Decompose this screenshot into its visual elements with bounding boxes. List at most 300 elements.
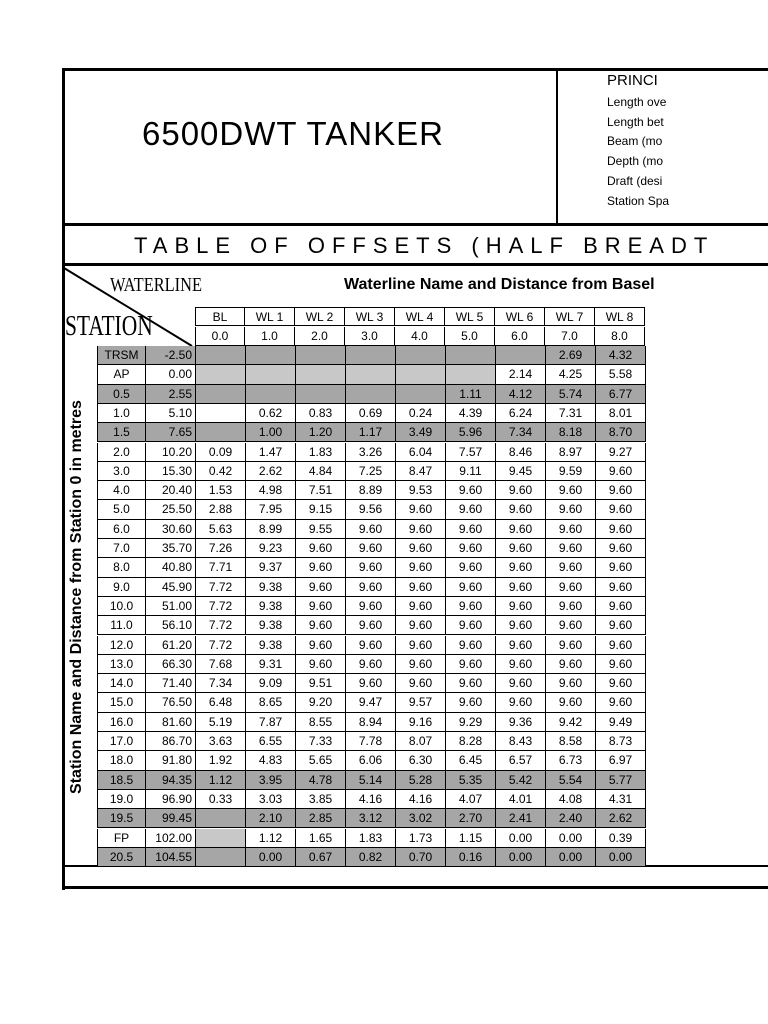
offset-cell [346, 346, 396, 365]
offset-cell: 9.60 [496, 655, 546, 674]
offset-cell: 9.60 [496, 616, 546, 635]
offset-cell: 5.63 [196, 520, 246, 539]
wl-height: 0.0 [195, 327, 245, 346]
offset-cell: 9.60 [496, 481, 546, 500]
offset-cell: 7.71 [196, 558, 246, 577]
offset-cell: 9.60 [446, 674, 496, 693]
station-name-cell: 1.5 [97, 423, 146, 442]
particular-item: Beam (mo [607, 134, 663, 148]
offset-cell: 6.24 [496, 404, 546, 423]
station-distance-cell: 56.10 [146, 616, 196, 635]
offset-cell: 1.73 [396, 829, 446, 848]
station-distance-cell: 2.55 [146, 385, 196, 404]
offset-cell: 8.58 [546, 732, 596, 751]
station-name-cell: 9.0 [97, 578, 146, 597]
table-row [97, 732, 646, 751]
offset-cell: 9.09 [246, 674, 296, 693]
offset-cell: 9.60 [446, 616, 496, 635]
offset-cell: 9.60 [596, 636, 646, 655]
offset-cell: 4.12 [496, 385, 546, 404]
offset-cell: 9.60 [546, 500, 596, 519]
offset-cell: 1.47 [246, 443, 296, 462]
offset-cell: 9.60 [346, 636, 396, 655]
offset-cell: 9.60 [396, 539, 446, 558]
offset-cell: 4.25 [546, 365, 596, 384]
particular-item: Depth (mo [607, 154, 664, 168]
offset-cell: 9.60 [346, 616, 396, 635]
offset-cell: 9.60 [396, 655, 446, 674]
offset-cell: 9.60 [596, 597, 646, 616]
offset-cell [396, 365, 446, 384]
table-row [97, 481, 646, 500]
offset-cell: 7.72 [196, 636, 246, 655]
wl-name: WL 8 [595, 307, 645, 326]
offset-cell: 3.03 [246, 790, 296, 809]
station-name-cell: 5.0 [97, 500, 146, 519]
offset-cell: 1.53 [196, 481, 246, 500]
offset-cell: 2.70 [446, 809, 496, 828]
offset-cell: 8.99 [246, 520, 296, 539]
offset-cell: 0.00 [596, 848, 646, 867]
offset-cell: 9.60 [546, 558, 596, 577]
offset-cell: 0.00 [546, 829, 596, 848]
wl-height: 2.0 [295, 327, 345, 346]
offset-cell: 9.47 [346, 693, 396, 712]
table-row [97, 809, 646, 828]
offset-cell: 9.60 [396, 636, 446, 655]
table-row [97, 751, 646, 770]
table-row [97, 616, 646, 635]
offset-cell: 5.35 [446, 771, 496, 790]
offset-cell: 9.60 [546, 674, 596, 693]
offset-cell [296, 385, 346, 404]
offset-cell: 5.14 [346, 771, 396, 790]
station-name-cell: 18.5 [97, 771, 146, 790]
offset-cell [196, 385, 246, 404]
offset-cell: 9.60 [596, 578, 646, 597]
offset-cell: 9.60 [496, 674, 546, 693]
offset-cell: 3.49 [396, 423, 446, 442]
station-distance-cell: 0.00 [146, 365, 196, 384]
offset-cell: 9.60 [596, 655, 646, 674]
offset-cell: 9.60 [546, 636, 596, 655]
offset-cell: 9.38 [246, 578, 296, 597]
offset-cell: 0.16 [446, 848, 496, 867]
table-row [97, 829, 646, 848]
offset-cell: 9.60 [596, 520, 646, 539]
offset-cell: 7.72 [196, 597, 246, 616]
offset-cell: 9.60 [346, 578, 396, 597]
wl-name: WL 3 [345, 307, 395, 326]
station-distance-cell: 99.45 [146, 809, 196, 828]
offset-cell: 7.51 [296, 481, 346, 500]
offset-cell: 9.60 [296, 578, 346, 597]
offset-cell: 2.41 [496, 809, 546, 828]
offset-cell: 9.60 [496, 500, 546, 519]
table-row [97, 520, 646, 539]
frame-top [62, 68, 768, 71]
station-name-cell: 4.0 [97, 481, 146, 500]
offset-cell: 5.65 [296, 751, 346, 770]
table-row [97, 423, 646, 442]
offset-cell: 0.09 [196, 443, 246, 462]
offset-cell: 3.63 [196, 732, 246, 751]
offset-cell: 9.38 [246, 597, 296, 616]
station-axis-label: Station Name and Distance from Station 0 in metres [68, 400, 85, 794]
station-name-cell: 12.0 [97, 636, 146, 655]
offset-cell: 4.83 [246, 751, 296, 770]
station-distance-cell: 61.20 [146, 636, 196, 655]
table-row [97, 462, 646, 481]
offset-cell: 8.89 [346, 481, 396, 500]
station-name-cell: 10.0 [97, 597, 146, 616]
offset-cell: 5.54 [546, 771, 596, 790]
station-distance-cell: 51.00 [146, 597, 196, 616]
offset-cell [296, 365, 346, 384]
table-row [97, 693, 646, 712]
table-row [97, 848, 646, 867]
table-row [97, 539, 646, 558]
offset-cell [196, 365, 246, 384]
offset-cell: 9.11 [446, 462, 496, 481]
offset-cell: 6.30 [396, 751, 446, 770]
table-row [97, 385, 646, 404]
wl-height: 3.0 [345, 327, 395, 346]
waterline-caption: Waterline Name and Distance from Basel [344, 276, 655, 293]
offset-cell: 9.60 [596, 481, 646, 500]
offset-cell: 9.60 [496, 597, 546, 616]
offset-cell: 9.60 [396, 597, 446, 616]
offset-cell: 9.60 [496, 539, 546, 558]
station-name-cell: 7.0 [97, 539, 146, 558]
particular-item: Draft (desi [607, 174, 663, 188]
offset-cell [196, 346, 246, 365]
offset-cell: 0.70 [396, 848, 446, 867]
offset-cell: 6.48 [196, 693, 246, 712]
header-divider [62, 223, 768, 226]
station-name-cell: TRSM [97, 346, 146, 365]
station-name-cell: 6.0 [97, 520, 146, 539]
offset-cell: 9.60 [296, 655, 346, 674]
offset-cell: 9.60 [446, 520, 496, 539]
offset-cell: 1.65 [296, 829, 346, 848]
offset-cell: 1.11 [446, 385, 496, 404]
offset-cell: 4.16 [346, 790, 396, 809]
offset-cell: 6.04 [396, 443, 446, 462]
particular-item: Station Spa [607, 194, 670, 208]
offset-cell: 7.34 [196, 674, 246, 693]
particulars-divider [556, 68, 558, 225]
offset-cell: 4.16 [396, 790, 446, 809]
offset-cell: 9.37 [246, 558, 296, 577]
offset-cell: 9.60 [446, 597, 496, 616]
offset-cell: 9.60 [496, 636, 546, 655]
offset-cell [396, 346, 446, 365]
offset-cell: 4.84 [296, 462, 346, 481]
offset-cell: 9.60 [596, 539, 646, 558]
table-row [97, 790, 646, 809]
offset-cell: 2.88 [196, 500, 246, 519]
offset-cell: 9.60 [446, 558, 496, 577]
offset-cell: 9.60 [346, 539, 396, 558]
offset-cell: 9.60 [596, 674, 646, 693]
offset-cell: 4.31 [596, 790, 646, 809]
offset-cell: 8.01 [596, 404, 646, 423]
offset-cell: 9.60 [446, 693, 496, 712]
offset-cell: 9.60 [496, 578, 546, 597]
offset-cell: 9.36 [496, 713, 546, 732]
offset-cell: 1.83 [346, 829, 396, 848]
offset-cell: 9.60 [596, 616, 646, 635]
table-row [97, 713, 646, 732]
offset-cell: 9.60 [296, 616, 346, 635]
offset-cell: 9.60 [546, 616, 596, 635]
offset-cell [196, 423, 246, 442]
offset-cell: 6.73 [546, 751, 596, 770]
offset-cell: 8.65 [246, 693, 296, 712]
offset-cell: 3.85 [296, 790, 346, 809]
offset-cell: 9.60 [446, 636, 496, 655]
offset-cell: 8.94 [346, 713, 396, 732]
station-name-cell: 11.0 [97, 616, 146, 635]
offset-cell: 8.18 [546, 423, 596, 442]
offset-cell: 3.26 [346, 443, 396, 462]
offset-cell: 9.57 [396, 693, 446, 712]
station-distance-cell: 94.35 [146, 771, 196, 790]
offset-cell: 8.47 [396, 462, 446, 481]
offset-cell: 1.12 [196, 771, 246, 790]
offset-cell: 0.24 [396, 404, 446, 423]
offset-cell: 9.60 [446, 539, 496, 558]
offset-cell: 8.97 [546, 443, 596, 462]
station-distance-cell: 30.60 [146, 520, 196, 539]
offset-cell: 1.00 [246, 423, 296, 442]
station-name-cell: AP [97, 365, 146, 384]
offset-cell [196, 809, 246, 828]
table-row [97, 674, 646, 693]
offset-cell: 5.96 [446, 423, 496, 442]
offset-cell [196, 848, 246, 867]
offsets-sheet [62, 68, 768, 890]
offset-cell: 6.06 [346, 751, 396, 770]
offset-cell: 7.87 [246, 713, 296, 732]
wl-name: WL 5 [445, 307, 495, 326]
offset-cell: 9.16 [396, 713, 446, 732]
station-name-cell: 1.0 [97, 404, 146, 423]
offset-cell: 7.26 [196, 539, 246, 558]
offset-cell: 9.60 [396, 500, 446, 519]
offset-cell: 0.39 [596, 829, 646, 848]
offset-cell: 9.60 [396, 520, 446, 539]
offset-cell: 7.72 [196, 578, 246, 597]
offset-cell: 9.60 [396, 578, 446, 597]
station-name-cell: 17.0 [97, 732, 146, 751]
offset-cell: 9.38 [246, 616, 296, 635]
station-distance-cell: 104.55 [146, 848, 196, 867]
offset-cell: 4.98 [246, 481, 296, 500]
offset-cell: 9.60 [546, 597, 596, 616]
offset-cell [346, 385, 396, 404]
offset-cell: 2.10 [246, 809, 296, 828]
offset-cell: 9.60 [546, 481, 596, 500]
offset-cell: 0.83 [296, 404, 346, 423]
offset-cell: 9.60 [346, 520, 396, 539]
offset-cell: 7.57 [446, 443, 496, 462]
offset-cell: 0.00 [246, 848, 296, 867]
offset-cell: 2.85 [296, 809, 346, 828]
station-name-cell: 14.0 [97, 674, 146, 693]
offset-cell [346, 365, 396, 384]
offset-cell: 5.77 [596, 771, 646, 790]
station-distance-cell: 20.40 [146, 481, 196, 500]
offset-cell: 9.60 [596, 462, 646, 481]
station-name-cell: 18.0 [97, 751, 146, 770]
wl-name: WL 1 [245, 307, 295, 326]
offset-cell: 0.42 [196, 462, 246, 481]
offset-cell: 9.60 [546, 520, 596, 539]
offset-cell: 5.19 [196, 713, 246, 732]
offset-cell [496, 346, 546, 365]
station-distance-cell: 40.80 [146, 558, 196, 577]
offset-cell: 4.08 [546, 790, 596, 809]
offset-cell: 9.15 [296, 500, 346, 519]
offset-cell: 5.74 [546, 385, 596, 404]
offset-cell: 9.60 [496, 520, 546, 539]
offset-cell: 7.95 [246, 500, 296, 519]
offset-cell: 4.01 [496, 790, 546, 809]
offset-cell: 3.02 [396, 809, 446, 828]
offset-cell: 9.60 [296, 558, 346, 577]
table-row [97, 365, 646, 384]
offset-cell [246, 346, 296, 365]
wl-height: 5.0 [445, 327, 495, 346]
offset-cell: 9.38 [246, 636, 296, 655]
offset-cell: 6.55 [246, 732, 296, 751]
station-name-cell: FP [97, 829, 146, 848]
offset-cell: 9.20 [296, 693, 346, 712]
table-row [97, 655, 646, 674]
wl-name: WL 6 [495, 307, 545, 326]
offset-cell: 9.60 [296, 636, 346, 655]
station-name-cell: 2.0 [97, 443, 146, 462]
offset-cell: 9.60 [446, 481, 496, 500]
offset-cell: 9.29 [446, 713, 496, 732]
offset-cell: 8.46 [496, 443, 546, 462]
offset-cell: 9.59 [546, 462, 596, 481]
offset-cell: 9.60 [546, 578, 596, 597]
station-distance-cell: 91.80 [146, 751, 196, 770]
table-row [97, 771, 646, 790]
station-name-cell: 3.0 [97, 462, 146, 481]
offset-cell: 2.69 [546, 346, 596, 365]
wl-name: WL 2 [295, 307, 345, 326]
offset-cell: 9.60 [546, 693, 596, 712]
table-row [97, 578, 646, 597]
offset-cell: 0.00 [496, 829, 546, 848]
station-word: STATION [65, 310, 153, 342]
offset-cell [246, 385, 296, 404]
offset-cell: 0.62 [246, 404, 296, 423]
particular-item: Length ove [607, 95, 667, 109]
offset-cell: 9.60 [446, 500, 496, 519]
offset-cell [196, 829, 246, 848]
wl-name: WL 7 [545, 307, 595, 326]
station-distance-cell: 71.40 [146, 674, 196, 693]
waterline-height-row [195, 327, 645, 346]
offset-cell: 9.60 [546, 539, 596, 558]
particular-item: Length bet [607, 115, 664, 129]
offset-cell: 9.31 [246, 655, 296, 674]
offset-cell: 9.45 [496, 462, 546, 481]
wl-height: 1.0 [245, 327, 295, 346]
offset-cell: 8.73 [596, 732, 646, 751]
offset-cell: 6.97 [596, 751, 646, 770]
offset-cell: 4.78 [296, 771, 346, 790]
offset-cell: 9.60 [546, 655, 596, 674]
offset-cell: 9.60 [296, 539, 346, 558]
station-distance-cell: 35.70 [146, 539, 196, 558]
table-row [97, 500, 646, 519]
offset-cell: 9.60 [396, 616, 446, 635]
table-row [97, 404, 646, 423]
table-row [97, 558, 646, 577]
offset-cell: 9.27 [596, 443, 646, 462]
table-row [97, 346, 646, 365]
offset-cell: 0.00 [546, 848, 596, 867]
offset-cell: 9.60 [346, 558, 396, 577]
table-row [97, 597, 646, 616]
offset-cell: 8.28 [446, 732, 496, 751]
offset-cell: 9.60 [396, 558, 446, 577]
offset-cell [246, 365, 296, 384]
offset-cell: 0.00 [496, 848, 546, 867]
offset-cell: 8.07 [396, 732, 446, 751]
offset-cell: 2.14 [496, 365, 546, 384]
wl-name: BL [195, 307, 245, 326]
offset-cell: 7.33 [296, 732, 346, 751]
offset-cell: 9.56 [346, 500, 396, 519]
offset-cell [396, 385, 446, 404]
offset-cell: 9.60 [346, 597, 396, 616]
station-distance-cell: 96.90 [146, 790, 196, 809]
offset-cell: 9.55 [296, 520, 346, 539]
station-name-cell: 19.0 [97, 790, 146, 809]
offset-cell: 2.62 [596, 809, 646, 828]
offset-cell: 2.40 [546, 809, 596, 828]
offset-cell [446, 346, 496, 365]
offset-cell: 1.83 [296, 443, 346, 462]
table-title: TABLE OF OFFSETS (HALF BREADT [134, 233, 715, 258]
offset-cell: 9.60 [446, 578, 496, 597]
particulars-heading: PRINCI [607, 72, 658, 89]
wl-height: 6.0 [495, 327, 545, 346]
offset-cell: 7.31 [546, 404, 596, 423]
offset-cell: 1.20 [296, 423, 346, 442]
offset-cell: 0.82 [346, 848, 396, 867]
offset-cell: 9.60 [346, 674, 396, 693]
offset-cell [446, 365, 496, 384]
offset-cell: 9.60 [496, 558, 546, 577]
offset-cell: 5.28 [396, 771, 446, 790]
offset-cell: 3.95 [246, 771, 296, 790]
offset-cell: 9.42 [546, 713, 596, 732]
offset-cell: 7.68 [196, 655, 246, 674]
offset-cell: 2.62 [246, 462, 296, 481]
wl-height: 7.0 [545, 327, 595, 346]
frame-bottom [62, 886, 768, 889]
offset-cell: 6.45 [446, 751, 496, 770]
offset-cell: 1.17 [346, 423, 396, 442]
